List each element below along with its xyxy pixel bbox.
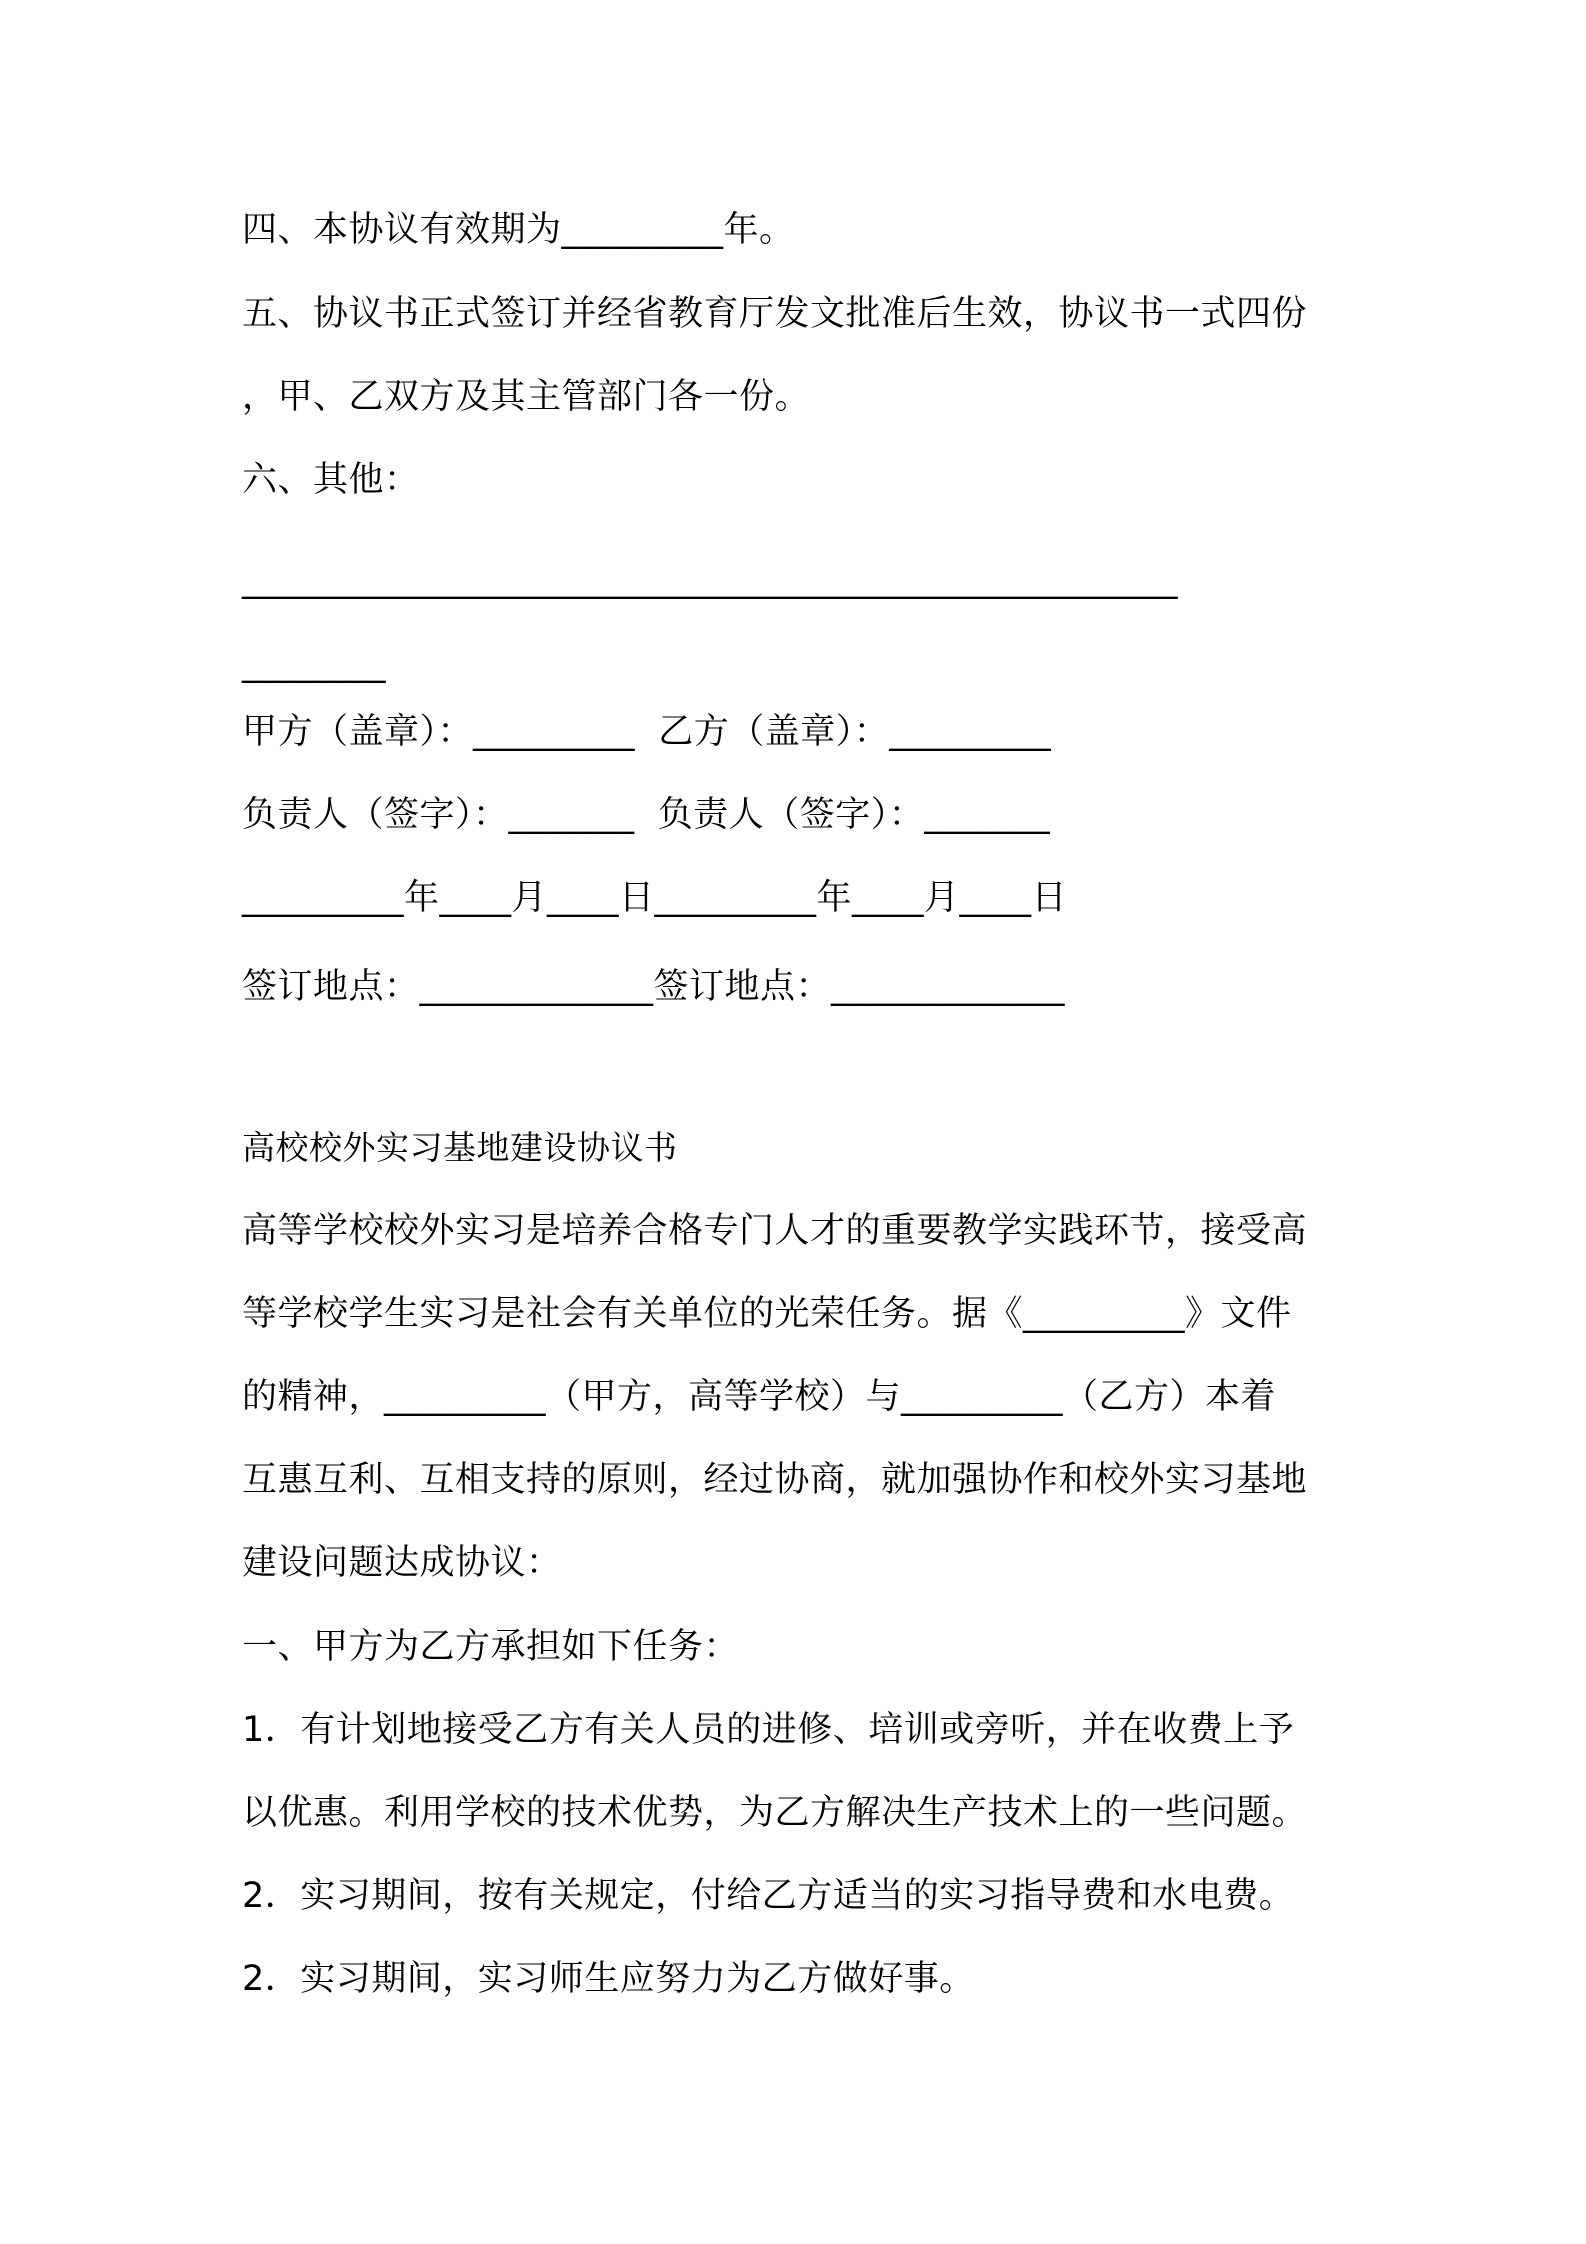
item-1-line-2: 以优惠。利用学校的技术优势，为乙方解决生产技术上的一些问题。 (242, 1793, 1308, 1833)
clause-5-copies: ，甲、乙双方及其主管部门各一份。 (242, 377, 811, 417)
agreement-title: 高校校外实习基地建设协议书 (242, 1128, 678, 1167)
signing-place-line: 签订地点：_____________签订地点：_____________ (242, 967, 1066, 1007)
section-1-heading: 一、甲方为乙方承担如下任务： (242, 1627, 740, 1667)
clause-6-other: 六、其他： (242, 460, 420, 500)
item-3-line: 2．实习期间，实习师生应努力为乙方做好事。 (242, 1959, 975, 1999)
intro-line-5: 建设问题达成协议： (242, 1543, 562, 1583)
intro-line-4: 互惠互利、互相支持的原则，经过协商，就加强协作和校外实习基地 (242, 1460, 1308, 1500)
intro-line-2: 等学校学生实习是社会有关单位的光荣任务。据《_________》文件 (242, 1294, 1292, 1334)
item-2-line: 2．实习期间，按有关规定，付给乙方适当的实习指导费和水电费。 (242, 1876, 1295, 1916)
party-seal-line: 甲方（盖章）：_________ 乙方（盖章）：_________ (242, 712, 1052, 752)
item-1-line-1: 1．有计划地接受乙方有关人员的进修、培训或旁听，并在收费上予 (242, 1710, 1295, 1750)
clause-4-validity: 四、本协议有效期为_________年。 (242, 210, 795, 250)
blank-line-short: ________ (242, 644, 386, 684)
signatory-line: 负责人（签字）：_______ 负责人（签字）：_______ (242, 795, 1051, 835)
intro-line-3: 的精神，_________（甲方，高等学校）与_________（乙方）本着 (242, 1377, 1277, 1417)
intro-line-1: 高等学校校外实习是培养合格专门人才的重要教学实践环节，接受高 (242, 1211, 1308, 1251)
clause-5-effective: 五、协议书正式签订并经省教育厅发文批准后生效，协议书一式四份 (242, 294, 1308, 334)
date-line: _________年____月____日_________年____月____日 (242, 878, 1068, 918)
blank-line-long: ____________________________________________________ (242, 560, 1178, 600)
